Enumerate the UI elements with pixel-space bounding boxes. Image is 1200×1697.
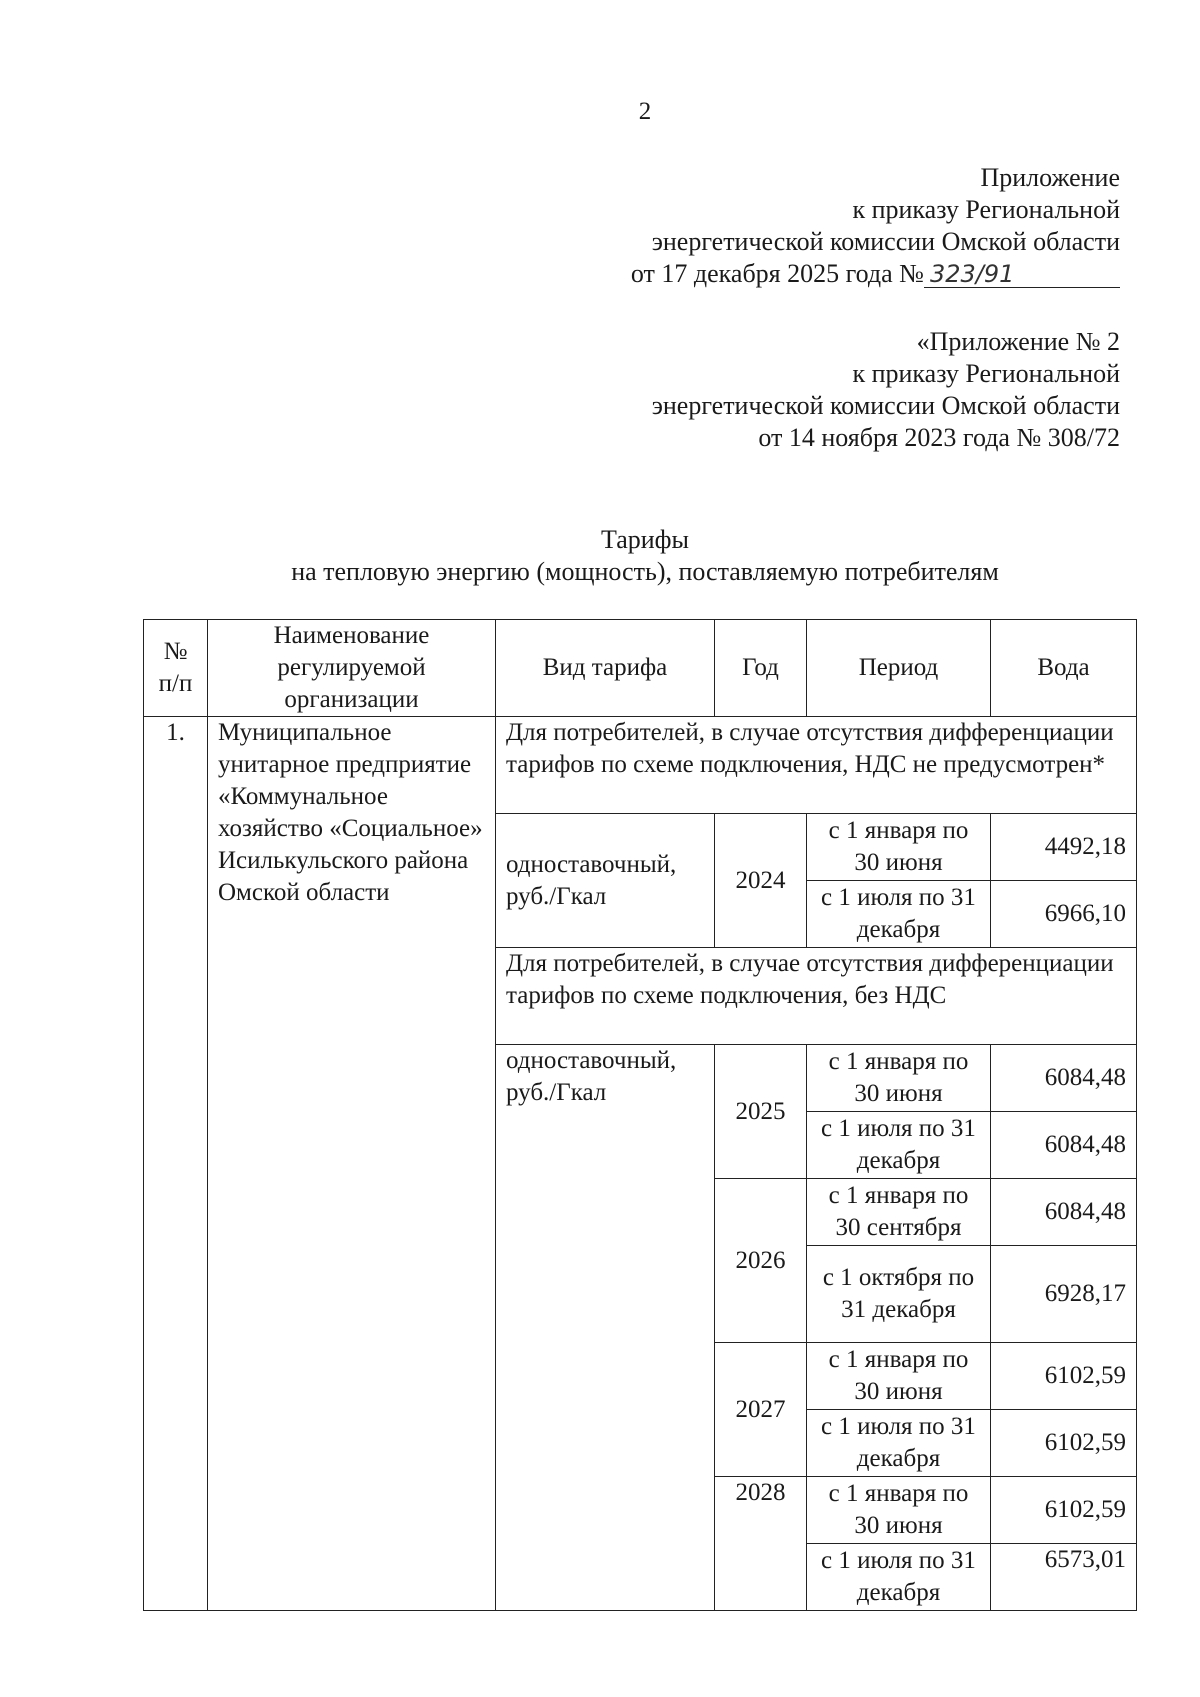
appendix-line-4 <box>631 258 1120 290</box>
document-title <box>0 524 1200 588</box>
previous-appendix-header <box>652 326 1120 454</box>
year-cell: 2024 <box>715 814 807 948</box>
appendix-line-3: энергетической комиссии Омской области <box>651 227 1120 256</box>
header-type: Вид тарифа <box>496 620 715 717</box>
tariff-value-cell: 4492,18 <box>991 814 1137 881</box>
tariff-value-cell: 6084,48 <box>991 1045 1137 1112</box>
period-cell: с 1 июля по 31 декабря <box>807 881 991 948</box>
section-without-vat: Для потребителей, в случае отсутствия дифференциации тарифов по схеме подключения, без НДС <box>496 948 1137 1045</box>
title-line-2: на тепловую энергию (мощность), поставляемую потребителям <box>291 557 999 586</box>
prev-appendix-line-2: к приказу Региональной <box>852 359 1120 388</box>
header-num: № п/п <box>144 620 208 717</box>
row-number: 1. <box>144 717 208 1611</box>
appendix-header <box>631 162 1120 290</box>
prev-appendix-line-4: от 14 ноября 2023 года № 308/72 <box>758 423 1120 452</box>
order-date: от 17 декабря 2025 года № <box>630 259 924 288</box>
tariff-value-cell: 6102,59 <box>991 1477 1137 1544</box>
tariff-type-cell: одноставочный, руб./Гкал <box>496 814 715 948</box>
period-cell: с 1 июля по 31 декабря <box>807 1544 991 1611</box>
period-cell: с 1 июля по 31 декабря <box>807 1112 991 1179</box>
page-number: 2 <box>638 98 652 125</box>
header-water: Вода <box>991 620 1137 717</box>
period-cell: с 1 июля по 31 декабря <box>807 1410 991 1477</box>
tariff-type-cell: одноставочный, руб./Гкал <box>496 1045 715 1611</box>
period-cell: с 1 января по 30 июня <box>807 1045 991 1112</box>
tariff-value-cell: 6084,48 <box>991 1179 1137 1246</box>
year-cell: 2027 <box>715 1343 807 1477</box>
section-vat-not-applicable: Для потребителей, в случае отсутствия дифференциации тарифов по схеме подключения, НДС не предусмотрен* <box>496 717 1137 814</box>
period-cell: с 1 января по 30 июня <box>807 814 991 881</box>
tariffs-table <box>143 619 1137 1611</box>
prev-appendix-line-3: энергетической комиссии Омской области <box>651 391 1120 420</box>
tariff-value-cell: 6102,59 <box>991 1343 1137 1410</box>
tariff-value-cell: 6084,48 <box>991 1112 1137 1179</box>
table-row <box>144 717 1137 814</box>
period-cell: с 1 января по 30 сентября <box>807 1179 991 1246</box>
year-cell: 2025 <box>715 1045 807 1179</box>
tariff-value-cell: 6102,59 <box>991 1410 1137 1477</box>
tariff-value-cell: 6573,01 <box>991 1544 1137 1611</box>
period-cell: с 1 января по 30 июня <box>807 1343 991 1410</box>
header-year: Год <box>715 620 807 717</box>
appendix-line-2: к приказу Региональной <box>852 195 1120 224</box>
period-cell: с 1 октября по 31 декабря <box>807 1246 991 1343</box>
organization-name: Муниципальное унитарное предприятие «Коммунальное хозяйство «Социальное» Исилькульского района Омской области <box>208 717 496 1611</box>
year-cell: 2028 <box>715 1477 807 1611</box>
table-header-row <box>144 620 1137 717</box>
handwritten-order-number: 323/91 <box>924 261 1120 288</box>
year-cell: 2026 <box>715 1179 807 1343</box>
period-cell: с 1 января по 30 июня <box>807 1477 991 1544</box>
appendix-line-1: Приложение <box>980 163 1120 192</box>
header-org: Наименование регулируемой организации <box>208 620 496 717</box>
tariff-value-cell: 6928,17 <box>991 1246 1137 1343</box>
title-line-1: Тарифы <box>600 525 689 554</box>
header-period: Период <box>807 620 991 717</box>
tariff-value-cell: 6966,10 <box>991 881 1137 948</box>
prev-appendix-line-1: «Приложение № 2 <box>916 327 1120 356</box>
